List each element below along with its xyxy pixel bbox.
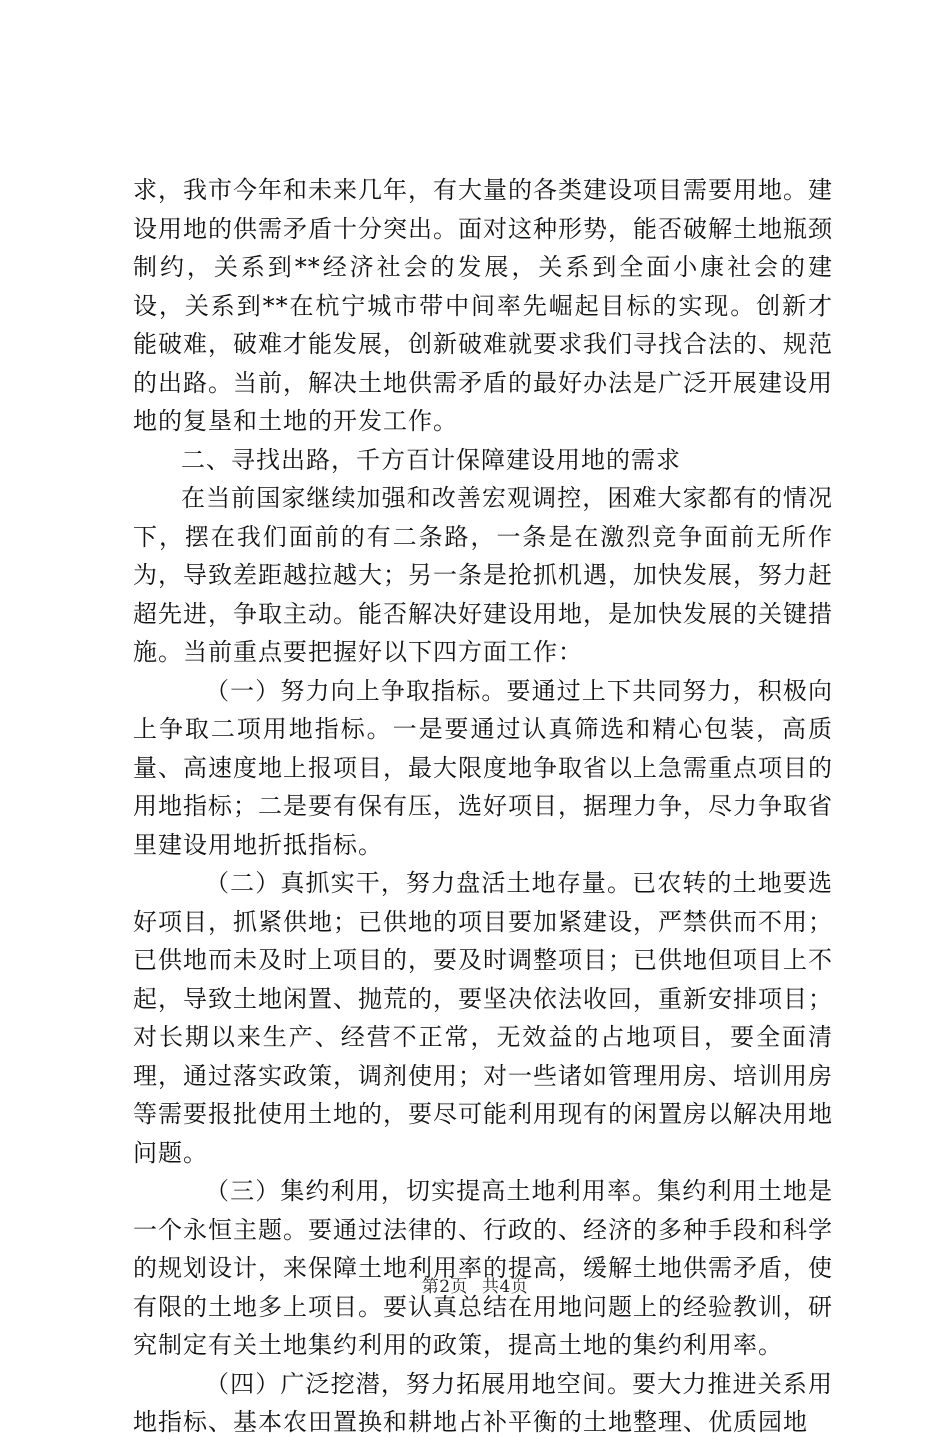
section-heading: 二、寻找出路，千方百计保障建设用地的需求 bbox=[181, 445, 681, 474]
paragraph-intro: 在当前国家继续加强和改善宏观调控，困难大家都有的情况下，摆在我们面前的有二条路，一条是在激烈竞争面前无所作为，导致差距越拉越大；另一条是抢抓机遇，加快发展，努力赶超先进，争取主动。能否解决好建设用地，是加快发展的关键措施。当前重点要把握好以下四方面工作： bbox=[133, 484, 833, 666]
page-total: 共4页 bbox=[481, 1277, 529, 1297]
paragraph-continuation: 求，我市今年和未来几年，有大量的各类建设项目需要用地。建设用地的供需矛盾十分突出。面对这种形势，能否破解土地瓶颈制约，关系到**经济社会的发展，关系到全面小康社会的建设，关系到**在杭宁城市带中间率先崛起目标的实现。创新才能破难，破难才能发展，创新破难就要求我们寻找合法的、规范的出路。当前，解决土地供需矛盾的最好办法是广泛开展建设用地的复垦和土地的开发工作。 bbox=[133, 176, 833, 435]
paragraph-item-3: （三）集约利用，切实提高土地利用率。集约利用土地是一个永恒主题。要通过法律的、行政的、经济的多种手段和科学的规划设计，来保障土地利用率的提高，缓解土地供需矛盾，使有限的土地多上项目。要认真总结在用地问题上的经验教训，研究制定有关土地集约利用的政策，提高土地的集约利用率。 bbox=[133, 1177, 833, 1359]
paragraph-item-1: （一）努力向上争取指标。要通过上下共同努力，积极向上争取二项用地指标。一是要通过认真筛选和精心包装，高质量、高速度地上报项目，最大限度地争取省以上急需重点项目的用地指标；二是要有保有压，选好项目，据理力争，尽力争取省里建设用地折抵指标。 bbox=[133, 676, 833, 859]
page-number: 第2页 bbox=[421, 1277, 469, 1297]
document-body bbox=[133, 171, 833, 1442]
page-footer bbox=[0, 1272, 950, 1297]
paragraph-item-4: （四）广泛挖潜，努力拓展用地空间。要大力推进关系用地指标、基本农田置换和耕地占补平衡的土地整理、优质园地 bbox=[133, 1369, 833, 1436]
paragraph-item-2: （二）真抓实干，努力盘活土地存量。已农转的土地要选好项目，抓紧供地；已供地的项目要加紧建设，严禁供而不用；已供地而未及时上项目的，要及时调整项目；已供地但项目上不起，导致土地闲置、抛荒的，要坚决依法收回，重新安排项目；对长期以来生产、经营不正常，无效益的占地项目，要全面清理，通过落实政策，调剂使用；对一些诸如管理用房、培训用房等需要报批使用土地的，要尽可能利用现有的闲置房以解决用地问题。 bbox=[133, 869, 833, 1167]
